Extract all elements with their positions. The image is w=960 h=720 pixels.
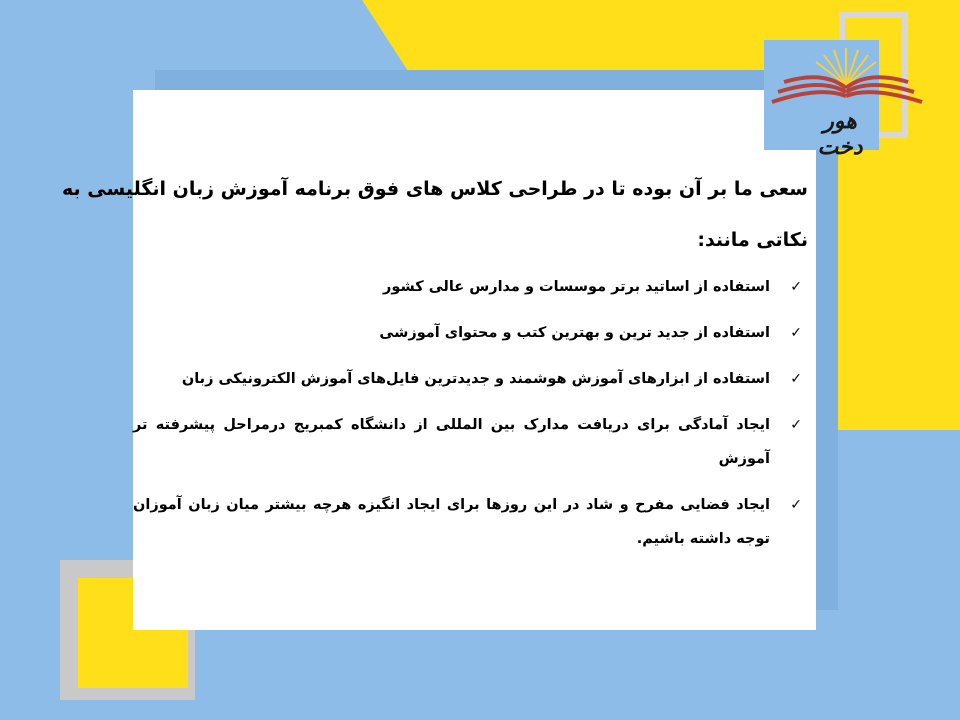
list-item xyxy=(133,270,808,304)
check-icon: ✓ xyxy=(790,497,802,513)
list-item xyxy=(133,408,808,476)
check-icon: ✓ xyxy=(790,417,802,433)
feature-list xyxy=(133,270,808,556)
intro-line-2: نکاتی مانند: xyxy=(697,229,808,251)
list-item xyxy=(133,488,808,556)
check-icon: ✓ xyxy=(790,371,802,387)
list-item xyxy=(133,362,808,396)
list-item-text: استفاده از ابزارهای آموزش هوشمند و جدیدترین فایل‌های آموزش الکترونیکی زبان xyxy=(181,371,770,387)
intro-line-1: سعی ما بر آن بوده تا در طراحی کلاس های فوق برنامه آموزش زبان انگلیسی به xyxy=(61,178,808,200)
list-item-text: استفاده از جدید ترین و بهترین کتب و محتوای آموزشی xyxy=(379,325,770,341)
main-content xyxy=(61,175,808,568)
list-item-text: ایجاد فضایی مفرح و شاد در این روزها برای ایجاد انگیزه هرچه بیشتر میان زبان آموزان توجه داشته باشیم. xyxy=(133,497,770,547)
intro-paragraph xyxy=(61,175,808,254)
list-item-text: ایجاد آمادگی برای دریافت مدارک بین المللی از دانشگاه کمبریج درمراحل پیشرفته تر آموزش xyxy=(133,417,770,467)
check-icon: ✓ xyxy=(790,279,802,295)
logo-text: هور دخت xyxy=(817,108,863,160)
check-icon: ✓ xyxy=(790,325,802,341)
list-item xyxy=(133,316,808,350)
list-item-text: استفاده از اساتید برتر موسسات و مدارس عالی کشور xyxy=(383,279,770,295)
